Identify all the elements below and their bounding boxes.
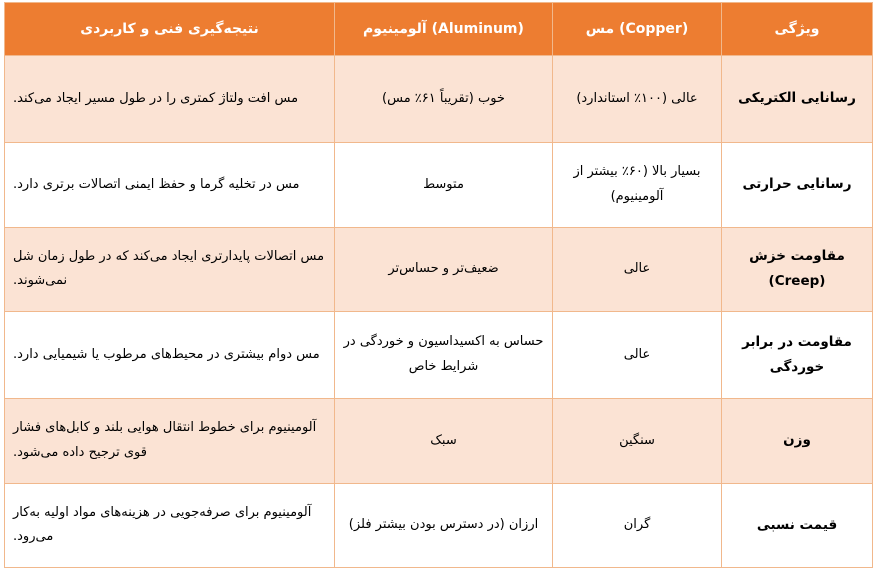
table-row — [5, 311, 873, 398]
conclusion-cell: مس افت ولتاژ کمتری را در طول مسیر ایجاد می‌کند. — [5, 56, 335, 143]
conclusion-cell: آلومینیوم برای خطوط انتقال هوایی بلند و کابل‌های فشار قوی ترجیح داده می‌شود. — [5, 399, 335, 483]
copper-cell: بسیار بالا (۶۰٪ بیشتر از آلومینیوم) — [553, 143, 722, 227]
table-row — [5, 399, 873, 483]
header-aluminum: (Aluminum) آلومینیوم — [335, 3, 553, 56]
conclusion-cell: مس اتصالات پایدارتری ایجاد می‌کند که در طول زمان شل نمی‌شوند. — [5, 227, 335, 311]
property-cell: رسانایی الکتریکی — [722, 56, 873, 143]
conclusion-cell: مس دوام بیشتری در محیط‌های مرطوب یا شیمیایی دارد. — [5, 311, 335, 398]
copper-cell: سنگین — [553, 399, 722, 483]
copper-cell: عالی — [553, 311, 722, 398]
header-row — [5, 3, 873, 56]
conclusion-cell: مس در تخلیه گرما و حفظ ایمنی اتصالات برتری دارد. — [5, 143, 335, 227]
aluminum-cell: متوسط — [335, 143, 553, 227]
copper-cell: عالی (۱۰۰٪ استاندارد) — [553, 56, 722, 143]
property-cell: مقاومت خزش (Creep) — [722, 227, 873, 311]
property-cell: قیمت نسبی — [722, 483, 873, 567]
table-row — [5, 483, 873, 567]
table-row — [5, 143, 873, 227]
header-property: ویژگی — [722, 3, 873, 56]
copper-cell: گران — [553, 483, 722, 567]
aluminum-cell: حساس به اکسیداسیون و خوردگی در شرایط خاص — [335, 311, 553, 398]
property-cell: رسانایی حرارتی — [722, 143, 873, 227]
property-cell: مقاومت در برابر خوردگی — [722, 311, 873, 398]
comparison-table — [4, 2, 873, 568]
table-row — [5, 227, 873, 311]
aluminum-cell: خوب (تقریباً ۶۱٪ مس) — [335, 56, 553, 143]
property-cell: وزن — [722, 399, 873, 483]
copper-cell: عالی — [553, 227, 722, 311]
table-row — [5, 56, 873, 143]
conclusion-cell: آلومینیوم برای صرفه‌جویی در هزینه‌های مواد اولیه به‌کار می‌رود. — [5, 483, 335, 567]
aluminum-cell: ارزان (در دسترس بودن بیشتر فلز) — [335, 483, 553, 567]
header-conclusion: نتیجه‌گیری فنی و کاربردی — [5, 3, 335, 56]
aluminum-cell: سبک — [335, 399, 553, 483]
aluminum-cell: ضعیف‌تر و حساس‌تر — [335, 227, 553, 311]
header-copper: (Copper) مس — [553, 3, 722, 56]
